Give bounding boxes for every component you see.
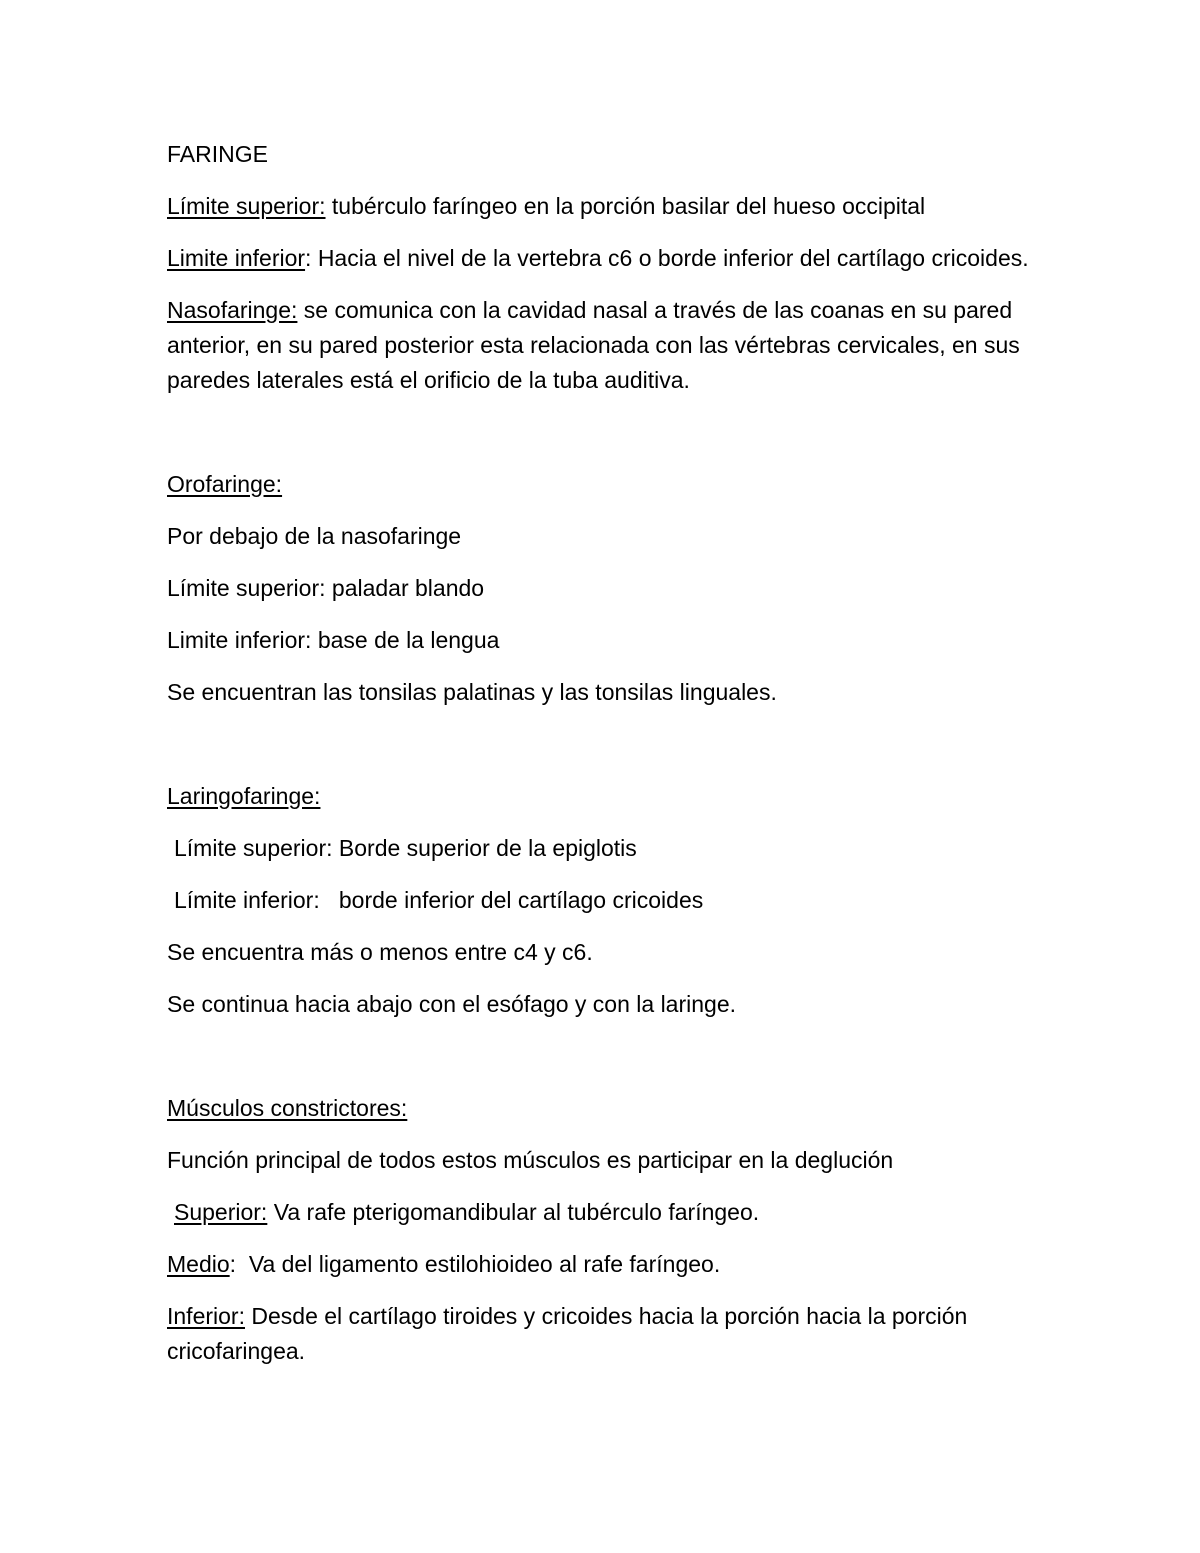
musculos-intro: Función principal de todos estos músculos es participar en la deglución bbox=[167, 1147, 894, 1173]
laringofaringe-line: Se encuentra más o menos entre c4 y c6. bbox=[167, 939, 593, 965]
musculo-superior-label: Superior: bbox=[174, 1199, 268, 1225]
limite-superior-text: tubérculo faríngeo en la porción basilar del hueso occipital bbox=[325, 193, 926, 219]
limite-superior-label: Límite superior: bbox=[167, 193, 326, 219]
orofaringe-line: Limite inferior: base de la lengua bbox=[167, 627, 500, 653]
document-page bbox=[167, 137, 1047, 1386]
nasofaringe-text: se comunica con la cavidad nasal a través de las coanas en su pared anterior, en su pared posterior esta relacionada con las vértebras cervicales, en sus paredes laterales está el orificio de la tuba auditiva. bbox=[167, 297, 1027, 393]
musculo-inferior-text: Desde el cartílago tiroides y cricoides hacia la porción hacia la porción cricofaringea. bbox=[167, 1303, 974, 1364]
document-title: FARINGE bbox=[167, 141, 268, 167]
musculo-inferior-paragraph bbox=[167, 1299, 1047, 1369]
nasofaringe-paragraph bbox=[167, 293, 1047, 398]
orofaringe-heading bbox=[167, 467, 1047, 502]
musculo-inferior-label: Inferior: bbox=[167, 1303, 245, 1329]
spacer bbox=[167, 727, 1047, 779]
laringofaringe-line: Límite superior: Borde superior de la epiglotis bbox=[174, 835, 637, 861]
musculo-medio-text: : Va del ligamento estilohioideo al rafe faríngeo. bbox=[229, 1251, 721, 1277]
orofaringe-line: Se encuentran las tonsilas palatinas y las tonsilas linguales. bbox=[167, 679, 777, 705]
spacer bbox=[167, 1039, 1047, 1091]
laringofaringe-heading-text: Laringofaringe: bbox=[167, 783, 321, 809]
limite-inferior-label: Limite inferior bbox=[167, 245, 306, 271]
musculos-heading-text: Músculos constrictores: bbox=[167, 1095, 408, 1121]
limite-inferior-paragraph bbox=[167, 241, 1047, 276]
limite-inferior-text: : Hacia el nivel de la vertebra c6 o borde inferior del cartílago cricoides. bbox=[305, 245, 1029, 271]
musculo-medio-label: Medio bbox=[167, 1251, 230, 1277]
musculos-heading bbox=[167, 1091, 1047, 1126]
orofaringe-heading-text: Orofaringe: bbox=[167, 471, 283, 497]
musculo-medio-paragraph bbox=[167, 1247, 1047, 1282]
limite-superior-paragraph bbox=[167, 189, 1047, 224]
spacer bbox=[167, 415, 1047, 467]
laringofaringe-heading bbox=[167, 779, 1047, 814]
orofaringe-line: Por debajo de la nasofaringe bbox=[167, 523, 462, 549]
musculo-superior-text: Va rafe pterigomandibular al tubérculo faríngeo. bbox=[267, 1199, 760, 1225]
nasofaringe-label: Nasofaringe: bbox=[167, 297, 298, 323]
laringofaringe-line: Se continua hacia abajo con el esófago y con la laringe. bbox=[167, 991, 737, 1017]
laringofaringe-line: Límite inferior: borde inferior del cartílago cricoides bbox=[174, 887, 704, 913]
musculo-superior-paragraph bbox=[167, 1195, 1047, 1230]
orofaringe-line: Límite superior: paladar blando bbox=[167, 575, 485, 601]
